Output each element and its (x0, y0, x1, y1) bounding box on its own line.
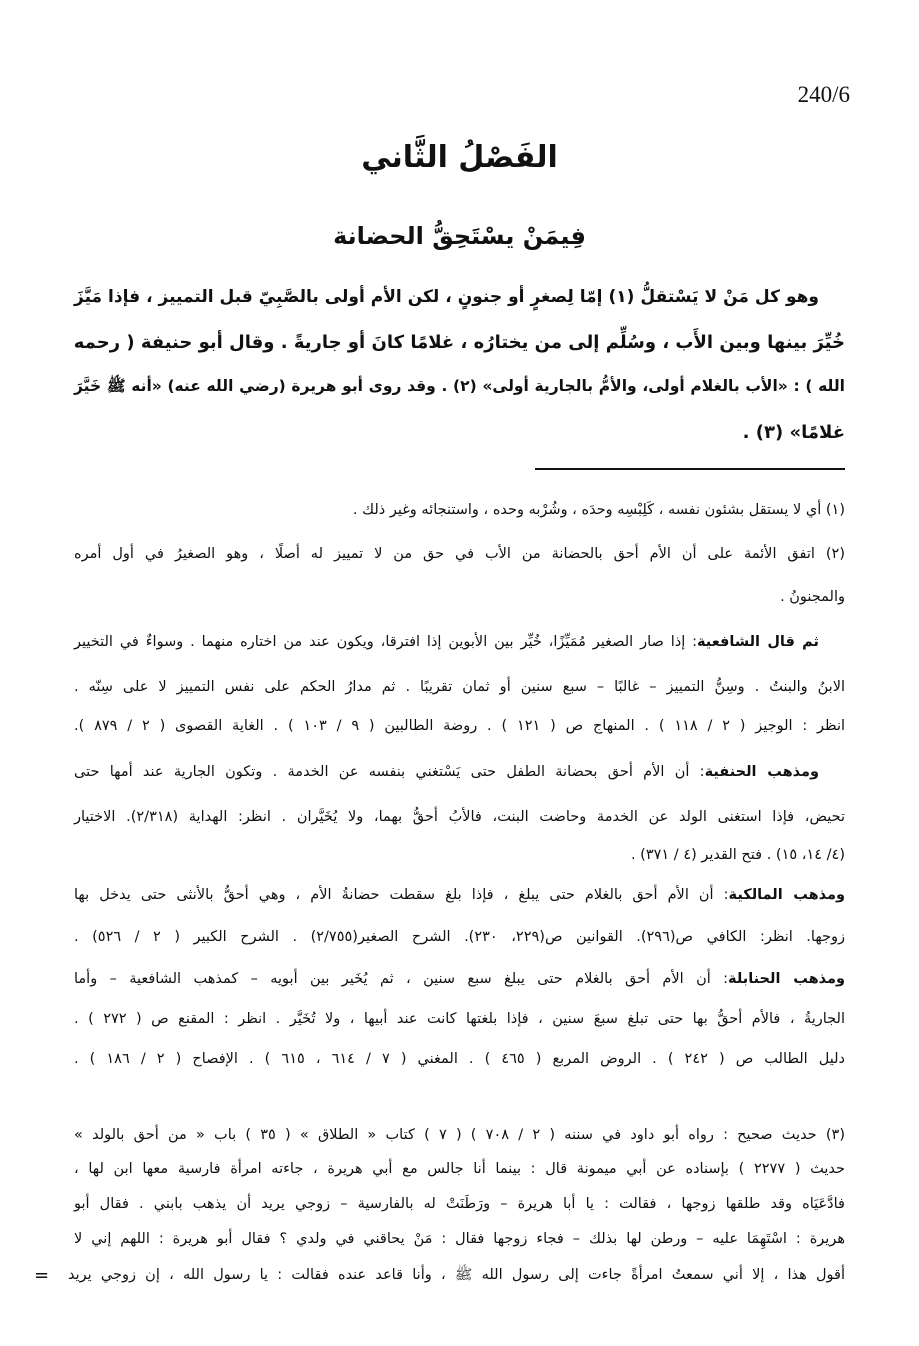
hanafi-lead: ومذهب الحنفية (704, 764, 819, 780)
section-title: فِيمَنْ يسْتَحِقُّ الحضانة (333, 222, 586, 250)
hanafi-line: (٤/ ١٤، ١٥) . فتح القدير (٤ / ٣٧١) . (630, 847, 845, 863)
body-line: خُيِّرَ بينها وبين الأَب ، وسُلِّم إلى من يختارُه ، غلامًا كانَ أو جاريةً . وقال أبو حنيفة ( رحمه (73, 332, 845, 353)
footnote-3-line: أقول هذا ، إلا أني سمعتُ امرأةً جاءت إلى رسول الله ﷺ ، وأنا قاعد عنده فقالت : يا رسول الله ، إن زوجي يريد (68, 1267, 845, 1283)
body-line: غلامًا» (٣) . (742, 422, 845, 443)
hanbali-line: دليل الطالب ص ( ٢٤٢ ) . الروض المربع ( ٤٦٥ ) . المغني ( ٧ / ٦١٤ ، ٦١٥ ) . الإفصاح ( ٢ / ١٨٦ ) . (74, 1051, 846, 1067)
hanafi-line: تحيض، فإذا استغنى الولد عن الخدمة وحاضت البنت، فالأبُ أحقُّ بهما، ولا يُخَيَّران . انظر: الهداية (٢/٣١٨). الاختيار (74, 809, 846, 825)
footnote-1: (١) أي لا يستقل بشئون نفسه ، كَلِبْسِه وحدَه ، وشُرْبه وحده ، واستنجائه وغير ذلك . (352, 502, 845, 518)
hanafi-line (74, 763, 845, 782)
maliki-text: : أن الأم أحق بالغلام حتى يبلغ ، فإذا بلغ سقطت حضانةُ الأم ، وهي أحقُّ بالأنثى حتى يدخل بها (74, 887, 729, 903)
hanbali-line (74, 970, 845, 989)
hanafi-text: : أن الأم أحق بحضانة الطفل حتى يَسْتغني بنفسه عن الخدمة . وتكون الجارية عند أمها حتى (74, 764, 705, 780)
footnote-2-line: والمجنونُ . (780, 589, 845, 605)
maliki-line (74, 886, 845, 905)
footnote-2-line: (٢) اتفق الأئمة على أن الأم أحق بالحضانة من الأب في حق من لا تمييز له أصلًا ، وهو الصغيرُ في أول أمره (74, 546, 845, 562)
footnote-3-line: فادَّعَيَاه وقد طلقها زوجها ، فقالت : يا أبا هريرة – ورَطَنَتْ له بالفارسية – زوجي يريد أن يذهب بابني . فقال أبو (74, 1196, 845, 1212)
footnote-3-line: حديث ( ٢٢٧٧ ) بإسناده عن أبي ميمونة قال : بينما أنا جالس مع أبي هريرة ، جاءته امرأة فارسية معها ابن لها ، (74, 1161, 846, 1177)
shafii-line: انظر : الوجيز ( ٢ / ١١٨ ) . المنهاج ص ( ١٢١ ) . روضة الطالبين ( ٩ / ١٠٣ ) . الغاية القصوى ( ٢ / ٨٧٩ ). (74, 718, 846, 734)
maliki-lead: ومذهب المالكية (728, 887, 845, 903)
shafii-text: : إذا صار الصغير مُمَيِّزًا، خُيِّر بين الأبوين إذا افترقا، ويكون عند من اختاره منهما . وسواءٌ في التخيير (74, 634, 697, 650)
hanbali-text: : أن الأم أحق بالغلام حتى يبلغ سبع سنين ، ثم يُخَير بين أبويه – كمذهب الشافعية – وأما (74, 971, 729, 987)
footnote-3-line: (٣) حديث صحيح : رواه أبو داود في سننه ( ٢ / ٧٠٨ ) ( ٧ ) كتاب « الطلاق » ( ٣٥ ) باب « من أحق بالولد » (74, 1127, 845, 1143)
body-line: الله ) : «الأب بالغلام أولى، والأمُّ بالجارية أولى» (٢) . وقد روى أبو هريرة (رضي الله عنه) «أنه ﷺ خَيَّرَ (74, 377, 845, 395)
shafii-lead: ثم قال الشافعية (697, 634, 819, 650)
shafii-line (74, 633, 845, 652)
footnote-divider (535, 468, 845, 470)
body-line: وهو كل مَنْ لا يَسْتقلُّ (١) إمّا لِصغرٍ أو جنونٍ ، لكن الأم أولى بالصَّبِيّ قبل التمييز ، فإذا مَيَّزَ (74, 287, 819, 307)
continuation-mark: = (34, 1265, 50, 1286)
footnote-3-line: هريرة : اسْتَهِمَا عليه – ورطن لها بذلك – فجاء زوجها فقال : مَنْ يحاقني في ولدي ؟ فقال أبو هريرة : اللهم إني لا (74, 1231, 845, 1247)
shafii-line: الابنُ والبنتُ . وسِنُّ التمييز – غالبًا – سبع سنين أو ثمان تقريبًا . ثم مدارُ الحكم على نفس التمييز لا على سِنّه . (74, 679, 845, 695)
page-number: 240/6 (797, 82, 850, 107)
hanbali-lead: ومذهب الحنابلة (728, 971, 845, 987)
chapter-title: الفَصْلُ الثَّاني (361, 140, 558, 175)
maliki-line: زوجها. انظر: الكافي ص(٢٩٦). القوانين ص(٢٢٩، ٢٣٠). الشرح الصغير(٢/٧٥٥) . الشرح الكبير ( ٢ / ٥٢٦) . (74, 929, 845, 945)
hanbali-line: الجاريةُ ، فالأم أحقُّ بها حتى تبلغ سبعَ سنين ، فإذا بلغتها كانت عند أبيها ، ولا تُخَيَّر . انظر : المقنع ص ( ٢٧٢ ) . (74, 1011, 846, 1027)
